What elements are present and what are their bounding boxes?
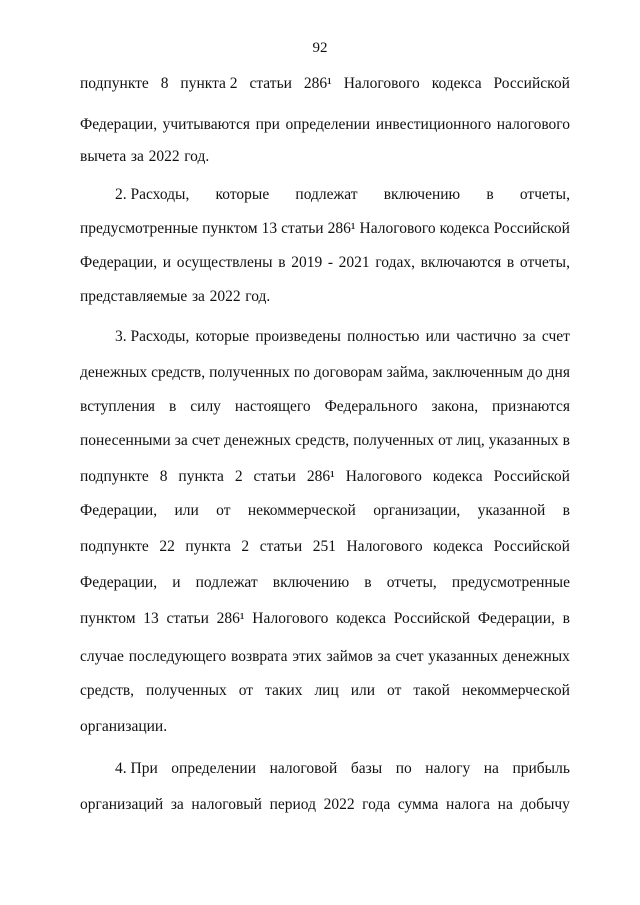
word: Федерации, <box>80 574 158 591</box>
word: определении <box>171 760 257 777</box>
word: подпункте <box>80 468 149 485</box>
word: займов <box>326 648 373 665</box>
word: год. <box>245 288 271 305</box>
word: статьи <box>281 220 324 237</box>
word: сумма <box>397 796 439 813</box>
word: инвестиционного <box>375 116 492 133</box>
text-line <box>80 146 570 168</box>
word: Российской <box>493 538 570 555</box>
word: частично <box>456 328 517 345</box>
word: последующего <box>128 648 227 665</box>
word: 2019 <box>291 254 323 271</box>
word: 8 <box>159 468 168 485</box>
word: подпункте <box>80 538 149 555</box>
word: организаций <box>80 796 164 813</box>
word: организации. <box>80 718 168 735</box>
text-line <box>115 758 570 780</box>
word: и <box>172 574 181 591</box>
word: 286¹ <box>216 610 245 627</box>
word: за <box>191 288 205 305</box>
word: 2022 <box>323 796 355 813</box>
word: 286¹ <box>327 220 356 237</box>
word: полученных <box>146 682 227 699</box>
word: пунктом <box>80 610 136 627</box>
word: полностью <box>347 328 420 345</box>
word: 22 <box>159 538 175 555</box>
word: понесенными <box>80 432 171 449</box>
word: указанных <box>488 432 559 449</box>
word: включению <box>272 574 350 591</box>
word: в <box>562 432 570 449</box>
word: силу <box>190 398 221 415</box>
word: Налогового <box>252 610 329 627</box>
text-line <box>80 430 570 452</box>
word: за <box>170 796 184 813</box>
word: 2 <box>241 538 250 555</box>
text-line <box>80 252 570 274</box>
word: при <box>255 116 280 133</box>
word: предусмотренные <box>451 574 570 591</box>
word: 2022 <box>148 148 180 165</box>
word: кодекса <box>336 610 386 627</box>
word: счет <box>191 432 220 449</box>
word: которые <box>195 328 250 345</box>
word: или <box>350 682 376 699</box>
word: Налогового <box>343 75 420 92</box>
word: настоящего <box>234 398 311 415</box>
word: средств, <box>151 364 206 381</box>
text-line <box>80 500 570 522</box>
word: таких <box>265 682 303 699</box>
word: счет <box>395 648 424 665</box>
word: кодекса <box>432 468 483 485</box>
text-line <box>80 396 570 418</box>
word: в <box>364 574 372 591</box>
word: средств, <box>80 682 135 699</box>
word: 2021 <box>338 254 370 271</box>
word: налога <box>446 796 491 813</box>
word: Федерации, <box>80 502 158 519</box>
word: или <box>425 328 450 345</box>
word: прибыль <box>512 760 570 777</box>
word: произведены <box>255 328 341 345</box>
word: некоммерческой <box>247 502 356 519</box>
word: налоговый <box>191 796 262 813</box>
word: Налогового <box>346 538 423 555</box>
word: 2. Расходы, <box>115 186 190 203</box>
text-line <box>115 326 570 348</box>
word: Российской <box>393 610 471 627</box>
word: отчеты, <box>386 574 437 591</box>
word: до <box>527 364 543 381</box>
word: в <box>562 502 570 519</box>
word: вычета <box>80 148 127 165</box>
word: признаются <box>492 398 570 415</box>
word: счет <box>541 328 570 345</box>
word: вступления <box>80 398 156 415</box>
word: лиц, <box>456 432 485 449</box>
word: статьи <box>253 468 296 485</box>
word: за <box>130 148 144 165</box>
word: определении <box>285 116 371 133</box>
text-line <box>80 286 570 308</box>
word: лиц <box>314 682 339 699</box>
text-line <box>80 608 570 630</box>
word: некоммерческой <box>461 682 570 699</box>
word: Федерации, <box>80 254 158 271</box>
text-line <box>80 680 570 702</box>
word: от <box>438 432 453 449</box>
word: года <box>362 796 391 813</box>
word: 286¹ <box>306 468 335 485</box>
word: 8 <box>160 75 169 92</box>
word: случае <box>80 648 124 665</box>
word: на <box>483 760 499 777</box>
word: кодекса <box>431 75 482 92</box>
text-line <box>80 114 570 136</box>
word: по <box>293 364 310 381</box>
text-line <box>80 73 570 95</box>
word: и <box>162 254 172 271</box>
word: средств, <box>295 432 350 449</box>
word: на <box>497 796 513 813</box>
word: включаются <box>420 254 502 271</box>
word: за <box>377 648 391 665</box>
word: осуществлены <box>176 254 273 271</box>
word: подпункте <box>80 75 149 92</box>
word: пунктом <box>202 220 258 237</box>
word: 286¹ <box>303 75 332 92</box>
word: статьи <box>249 75 292 92</box>
word: такой <box>413 682 450 699</box>
text-line <box>80 362 570 384</box>
word: или <box>174 502 199 519</box>
word: по <box>395 760 412 777</box>
word: - <box>327 254 334 271</box>
word: заключенным <box>432 364 524 381</box>
word: 3. Расходы, <box>115 328 190 345</box>
word: подлежат <box>295 186 358 203</box>
word: этих <box>292 648 322 665</box>
word: организации, <box>373 502 461 519</box>
word: полученных <box>353 432 435 449</box>
word: возврата <box>231 648 288 665</box>
word: годах, <box>375 254 415 271</box>
word: 2 <box>234 468 243 485</box>
word: включению <box>383 186 461 203</box>
word: пункта 2 <box>180 75 238 92</box>
word: Российской <box>493 75 570 92</box>
word: учитываются <box>162 116 251 133</box>
word: представляемые <box>80 288 188 305</box>
word: Федерации, <box>477 610 555 627</box>
word: от <box>238 682 254 699</box>
word: статьи <box>259 538 303 555</box>
word: статьи <box>166 610 209 627</box>
word: налогового <box>496 116 570 133</box>
word: которые <box>215 186 270 203</box>
page-number: 92 <box>312 40 328 56</box>
word: год. <box>184 148 210 165</box>
text-line <box>80 572 570 594</box>
word: за <box>522 328 536 345</box>
text-line <box>80 536 570 558</box>
word: денежных <box>502 648 570 665</box>
word: договорам <box>313 364 383 381</box>
word: налогу <box>425 760 471 777</box>
text-line <box>115 184 570 206</box>
word: 13 <box>261 220 278 237</box>
word: дня <box>546 364 570 381</box>
word: денежных <box>80 364 148 381</box>
text-line <box>80 716 570 738</box>
word: 251 <box>312 538 336 555</box>
word: кодекса <box>439 220 490 237</box>
word: базы <box>350 760 383 777</box>
word: предусмотренные <box>80 220 199 237</box>
word: указанной <box>477 502 546 519</box>
word: кодекса <box>433 538 484 555</box>
word: налоговой <box>269 760 338 777</box>
word: за <box>174 432 188 449</box>
word: отчеты, <box>519 254 570 271</box>
word: отчеты, <box>519 186 570 203</box>
word: Налогового <box>345 468 422 485</box>
text-line <box>80 218 570 240</box>
word: в <box>169 398 177 415</box>
word: 13 <box>143 610 159 627</box>
word: в <box>486 186 494 203</box>
word: период <box>269 796 316 813</box>
word: Российской <box>493 468 570 485</box>
word: в <box>562 610 570 627</box>
word: пункта <box>178 468 224 485</box>
word: в <box>278 254 286 271</box>
text-line <box>80 794 570 816</box>
word: 2022 <box>209 288 241 305</box>
word: добычу <box>520 796 570 813</box>
word: пункта <box>185 538 231 555</box>
text-line <box>80 646 570 668</box>
word: Федерации, <box>80 116 158 133</box>
word: денежных <box>223 432 292 449</box>
word: Налогового <box>359 220 436 237</box>
word: 4. При <box>115 760 158 777</box>
word: Федерального <box>324 398 418 415</box>
word: закона, <box>431 398 479 415</box>
word: в <box>506 254 515 271</box>
word: от <box>216 502 231 519</box>
text-line <box>80 466 570 488</box>
word: указанных <box>428 648 498 665</box>
word: полученных <box>209 364 290 381</box>
word: от <box>387 682 402 699</box>
word: подлежат <box>195 574 258 591</box>
word: Российской <box>493 220 570 237</box>
word: займа, <box>386 364 429 381</box>
